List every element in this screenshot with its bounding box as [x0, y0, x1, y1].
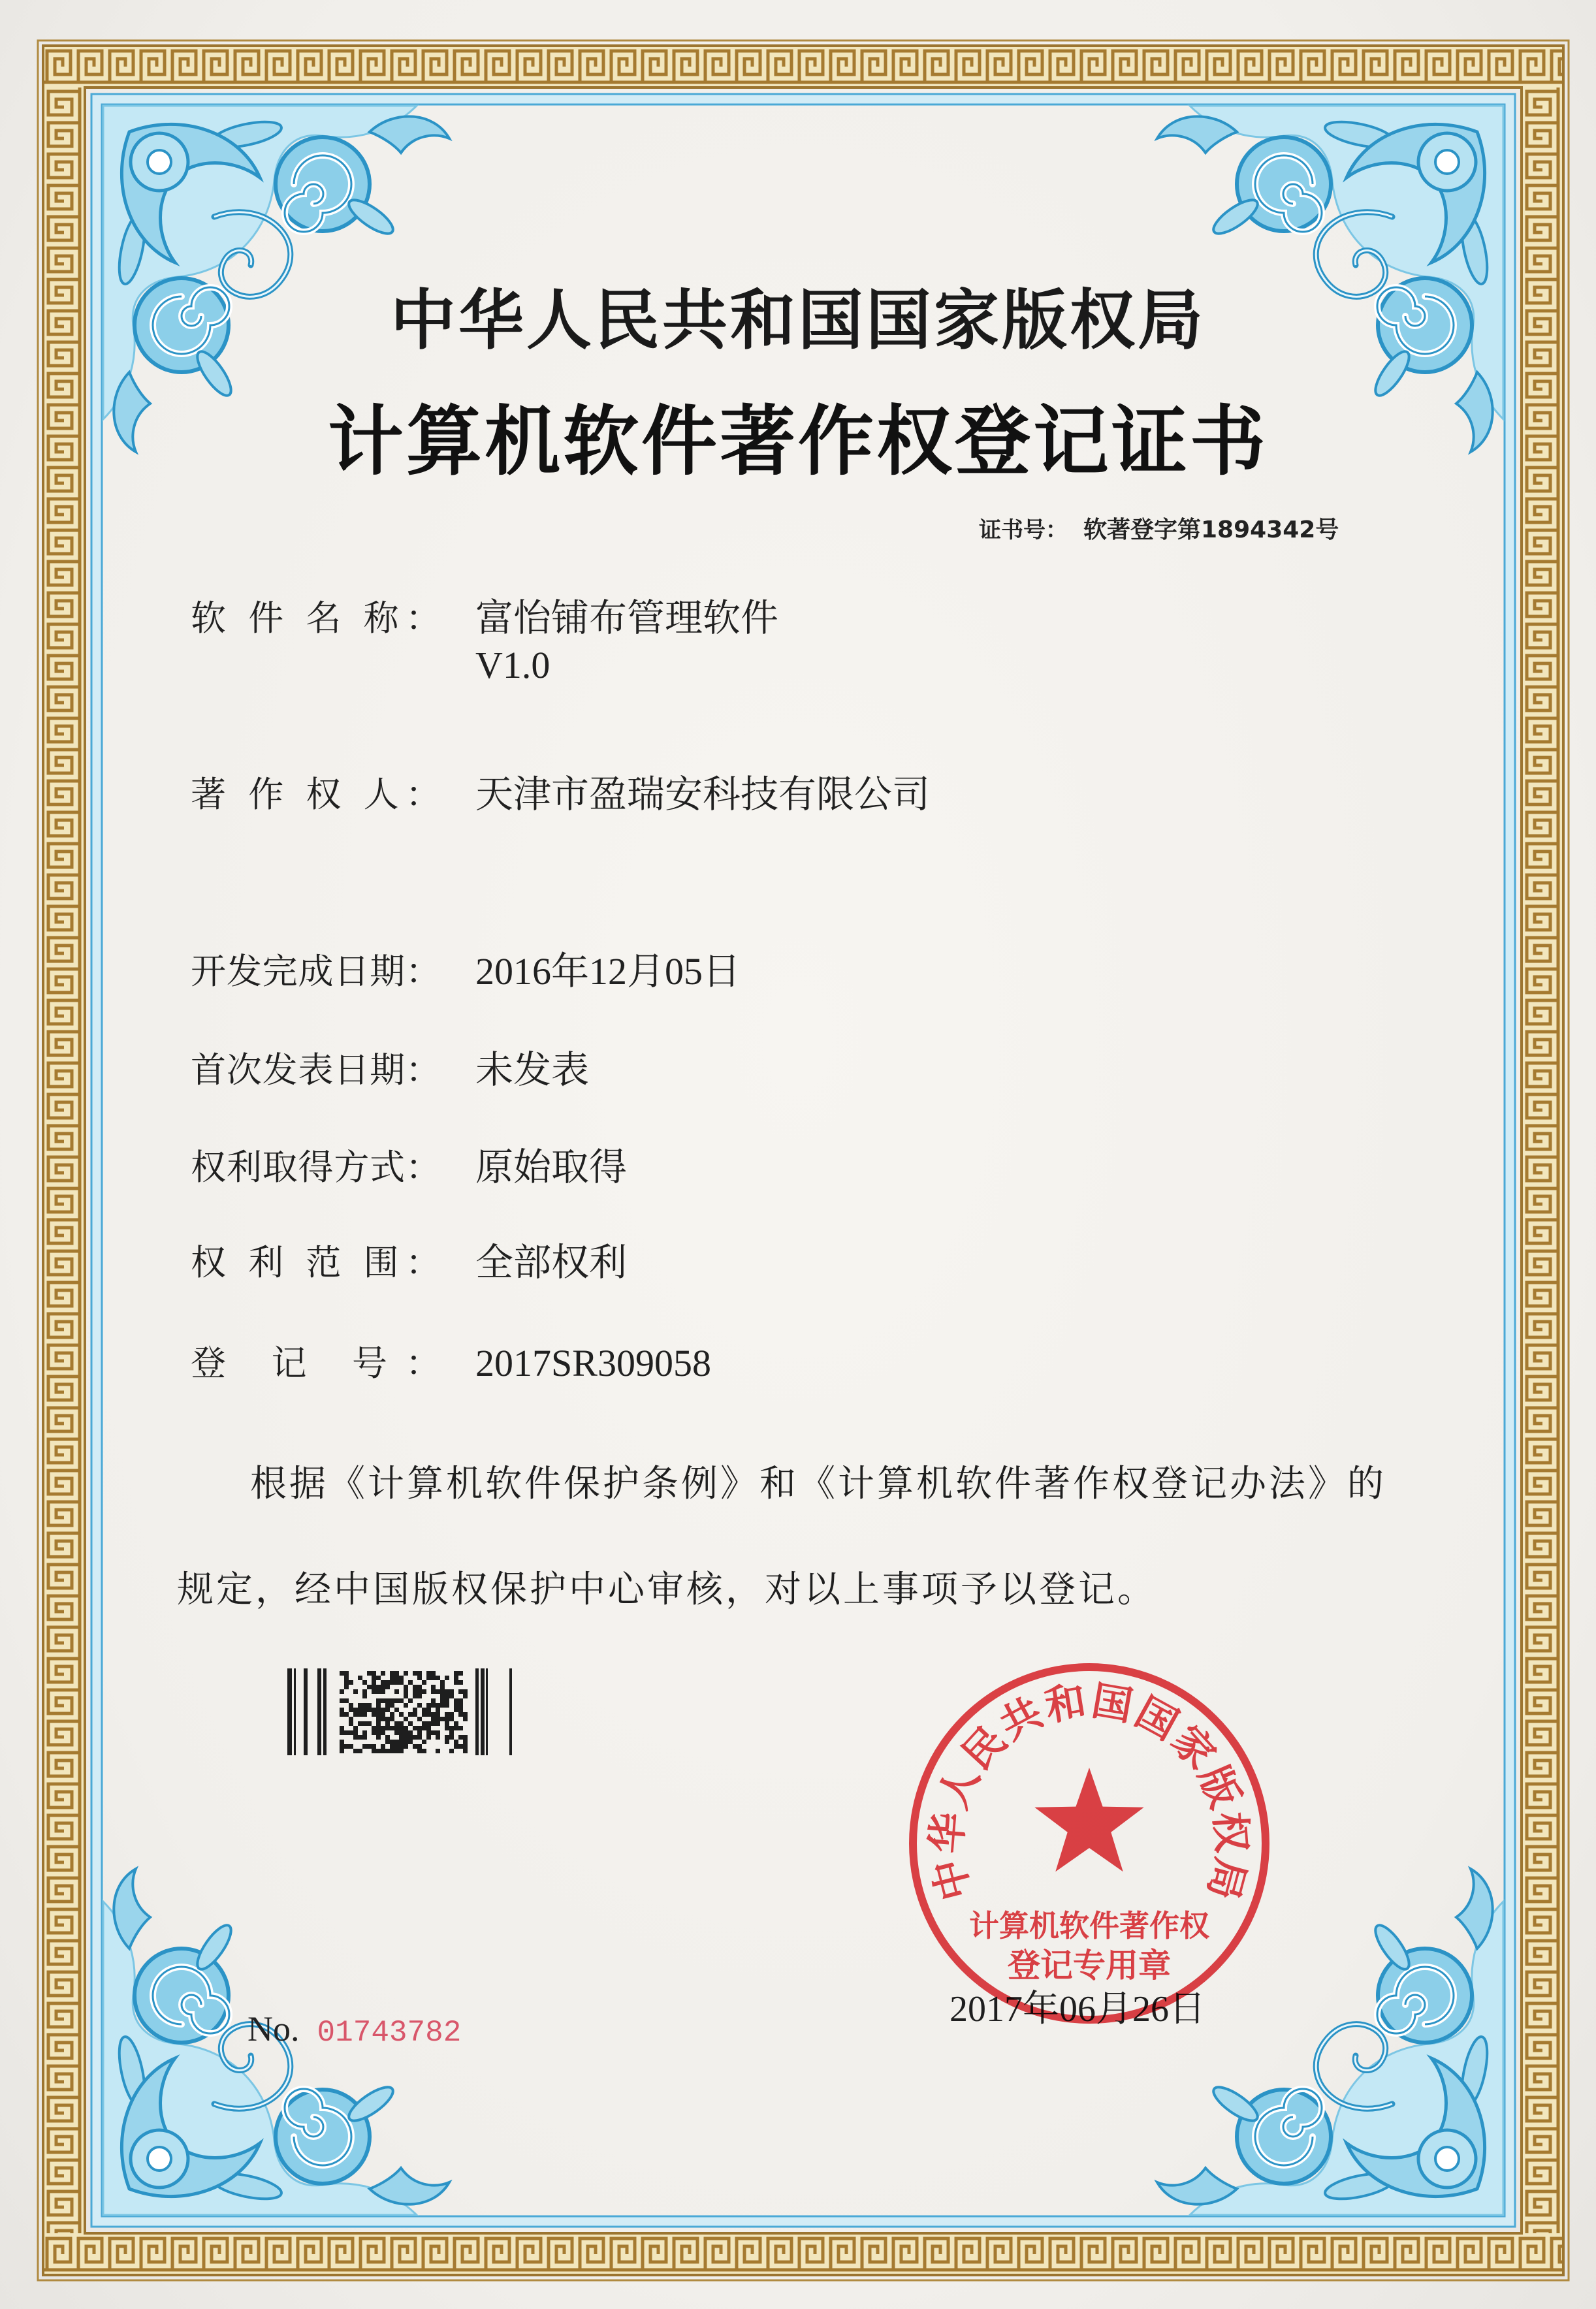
field-label: 登 记 号：: [191, 1344, 441, 1383]
seal-line-2: 登记专用章: [1008, 1947, 1171, 1984]
statement-line-1: 根据《计算机软件保护条例》和《计算机软件著作权登记办法》的: [250, 1464, 1386, 1505]
seal-ring-text: 中华人民共和国国家版权局: [922, 1676, 1256, 1907]
serial-number-value: 01743782: [317, 2016, 462, 2050]
certificate-title: 计算机软件著作权登记证书: [328, 397, 1268, 486]
field-label: 权 利 范 围：: [191, 1243, 441, 1282]
seal-line-1: 计算机软件著作权: [969, 1908, 1209, 1943]
issue-date: 2017年06月26日: [950, 1989, 1205, 2030]
certificate-number-label: 证书号：: [979, 517, 1068, 543]
field-label: 软 件 名 称：: [191, 599, 441, 638]
star-icon: [1034, 1768, 1143, 1871]
barcode: [287, 1668, 515, 1755]
certificate-number-value: 软著登字第1894342号: [1083, 517, 1339, 543]
field-value: 天津市盈瑞安科技有限公司: [475, 773, 931, 816]
field-value: 全部权利: [475, 1241, 628, 1284]
issuer-title: 中华人民共和国国家版权局: [391, 282, 1205, 358]
statement-line-2: 规定，经中国版权保护中心审核，对以上事项予以登记。: [177, 1570, 1157, 1610]
field-label: 首次发表日期：: [191, 1051, 441, 1090]
field-label: 开发完成日期：: [191, 952, 441, 991]
field-label: 著 作 权 人：: [191, 775, 441, 814]
serial-number: [247, 2009, 461, 2048]
field-value: 未发表: [475, 1049, 590, 1091]
field-label: 权利取得方式：: [191, 1148, 441, 1187]
field-value: 原始取得: [475, 1146, 628, 1188]
certificate-number: [979, 516, 1339, 545]
field-value: 2016年12月05日: [475, 950, 741, 993]
serial-prefix: No.: [247, 2009, 300, 2048]
field-value: 富怡铺布管理软件: [475, 597, 779, 639]
software-version: V1.0: [475, 644, 551, 686]
field-value: 2017SR309058: [475, 1342, 711, 1384]
official-seal: [900, 1654, 1279, 2033]
